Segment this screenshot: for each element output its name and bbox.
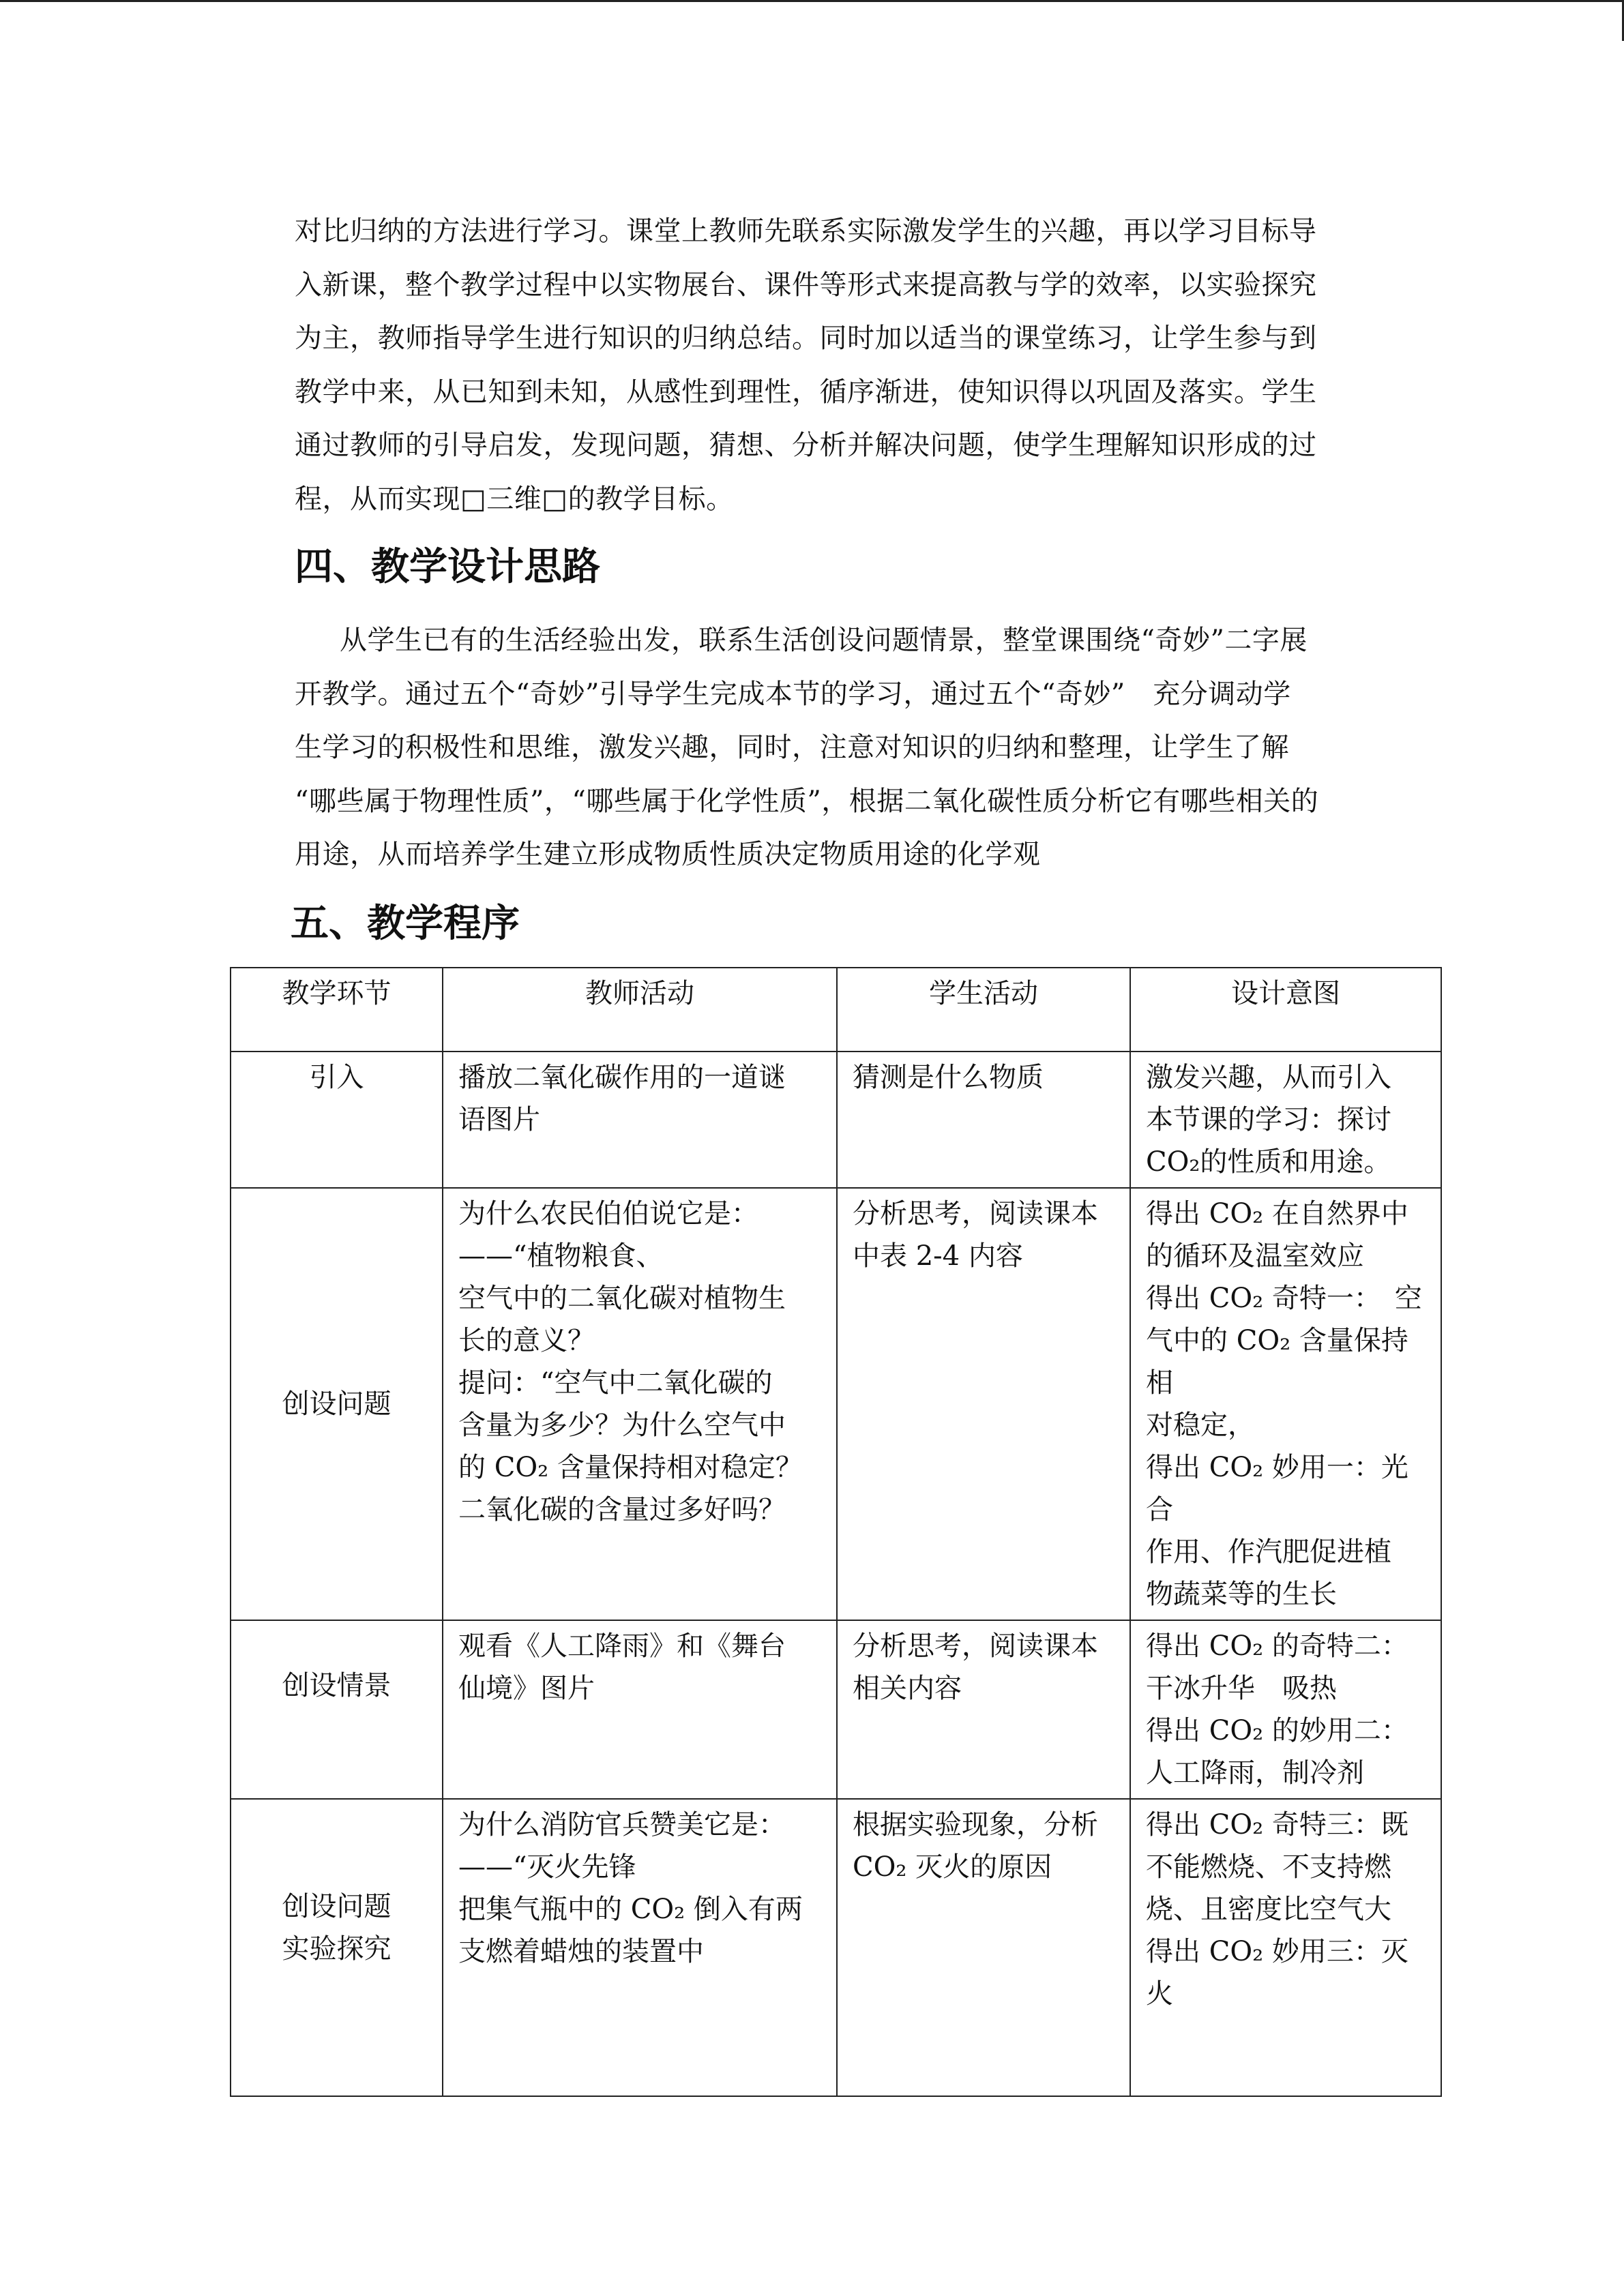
text-line: 对比归纳的方法进行学习。课堂上教师先联系实际激发学生的兴趣，再以学习目标导 [295,215,1317,247]
section-heading-procedure: 五、教学程序 [291,901,520,946]
header-intent: 设计意图 [1130,968,1441,1052]
cell-line: 得出 CO₂ 在自然界中 [1146,1198,1408,1229]
cell-line: 创设问题 [282,1388,392,1420]
text-line: 为主，教师指导学生进行知识的归纳总结。同时加以适当的课堂练习，让学生参与到 [295,323,1317,354]
student-cell [837,1188,1130,1620]
cell-line: 把集气瓶中的 CO₂ 倒入有两 [458,1894,803,1925]
cell-line: ——“灭火先锋 [458,1851,636,1883]
intent-cell [1130,1620,1441,1799]
text-line: 从学生已有的生活经验出发，联系生活创设问题情景，整堂课围绕“奇妙”二字展 [340,625,1308,656]
cell-line: 引入 [309,1062,364,1093]
cell-line: 长的意义？ [458,1325,595,1356]
cell-line: 播放二氧化碳作用的一道谜 [458,1062,786,1093]
table-row [231,1620,1441,1799]
cell-line: 语图片 [458,1104,540,1135]
table-row [231,1188,1441,1620]
header-student: 学生活动 [837,968,1130,1052]
cell-line: 得出 CO₂ 奇特三：既 [1146,1809,1408,1840]
text-line: 用途，从而培养学生建立形成物质性质决定物质用途的化学观 [295,839,1041,870]
text-line: 生学习的积极性和思维，激发兴趣，同时，注意对知识的归纳和整理，让学生了解 [295,732,1289,763]
cell-line: 空气中的二氧化碳对植物生 [458,1283,786,1314]
cell-line: 创设问题 [282,1891,392,1922]
cell-line: 人工降雨，制冷剂 [1146,1757,1364,1789]
cell-line: 提问：“空气中二氧化碳的 [458,1367,773,1399]
procedure-table [230,967,1442,2097]
text-line: 开教学。通过五个“奇妙”引导学生完成本节的学习，通过五个“奇妙” 充分调动学 [295,678,1291,710]
section-heading-design: 四、教学设计思路 [295,545,600,589]
table-row [231,1052,1441,1188]
cell-line: 物蔬菜等的生长 [1146,1579,1337,1610]
cell-line: 得出 CO₂ 的奇特二： [1146,1630,1408,1662]
student-cell [837,1052,1130,1188]
text-line: 程，从而实现□三维□的教学目标。 [295,483,734,515]
cell-line: 为什么农民伯伯说它是： [458,1198,758,1229]
cell-line: 得出 CO₂ 奇特一： 空 [1146,1283,1422,1314]
text-line: 入新课，整个教学过程中以实物展台、课件等形式来提高教与学的效率，以实验探究 [295,269,1317,301]
teacher-cell [443,1799,837,2096]
student-cell [837,1799,1130,2096]
table-header-row [231,968,1441,1052]
header-teacher: 教师活动 [443,968,837,1052]
cell-line: 烧、且密度比空气大 [1146,1894,1391,1925]
teacher-cell [443,1188,837,1620]
cell-line: ——“植物粮食、 [458,1240,664,1272]
text-line: “哪些属于物理性质”，“哪些属于化学性质”，根据二氧化碳性质分析它有哪些相关的 [295,785,1319,817]
cell-line: 气中的 CO₂ 含量保持相 [1146,1325,1408,1399]
stage-cell [231,1799,443,2096]
intro-paragraph [295,205,1379,526]
cell-line: 为什么消防官兵赞美它是： [458,1809,786,1840]
cell-line: 分析思考，阅读课本 [853,1198,1098,1229]
cell-line: 的 CO₂ 含量保持相对稳定？ [458,1452,803,1483]
stage-cell [231,1052,443,1188]
intent-cell [1130,1188,1441,1620]
teacher-cell [443,1620,837,1799]
cell-line: 得出 CO₂ 的妙用二： [1146,1715,1408,1746]
cell-line: 创设情景 [282,1670,392,1701]
cell-line: 根据实验现象，分析 [853,1809,1098,1840]
teacher-cell [443,1052,837,1188]
cell-line: 观看《人工降雨》和《舞台 [458,1630,786,1662]
cell-line: 实验探究 [282,1933,392,1965]
cell-line: CO₂的性质和用途。 [1146,1146,1391,1178]
cell-line: 得出 CO₂ 妙用三：灭火 [1146,1936,1408,2010]
cell-line: 相关内容 [853,1673,962,1704]
cell-line: 支燃着蜡烛的装置中 [458,1936,704,1967]
cell-line: 不能燃烧、不支持燃 [1146,1851,1391,1883]
cell-line: 本节课的学习：探讨 [1146,1104,1391,1135]
cell-line: CO₂ 灭火的原因 [853,1851,1052,1883]
cell-line: 含量为多少？为什么空气中 [458,1410,786,1441]
cell-line: 干冰升华 吸热 [1146,1673,1337,1704]
header-stage: 教学环节 [231,968,443,1052]
cell-line: 的循环及温室效应 [1146,1240,1364,1272]
cell-line: 中表 2-4 内容 [853,1240,1023,1272]
cell-line: 激发兴趣，从而引入 [1146,1062,1391,1093]
intent-cell [1130,1052,1441,1188]
text-line: 通过教师的引导启发，发现问题，猜想、分析并解决问题，使学生理解知识形成的过 [295,430,1317,461]
intent-cell [1130,1799,1441,2096]
table-row [231,1799,1441,2096]
text-line: 教学中来，从已知到未知，从感性到理性，循序渐进，使知识得以巩固及落实。学生 [295,376,1317,408]
stage-cell [231,1188,443,1620]
cell-line: 对稳定， [1146,1410,1255,1441]
cell-line: 二氧化碳的含量过多好吗？ [458,1494,786,1525]
design-paragraph [295,614,1379,882]
cell-line: 猜测是什么物质 [853,1062,1044,1093]
stage-cell [231,1620,443,1799]
student-cell [837,1620,1130,1799]
cell-line: 作用、作汽肥促进植 [1146,1536,1391,1568]
cell-line: 得出 CO₂ 妙用一：光合 [1146,1452,1408,1525]
page-top-border [0,0,1624,2]
cell-line: 仙境》图片 [458,1673,595,1704]
cell-line: 分析思考，阅读课本 [853,1630,1098,1662]
